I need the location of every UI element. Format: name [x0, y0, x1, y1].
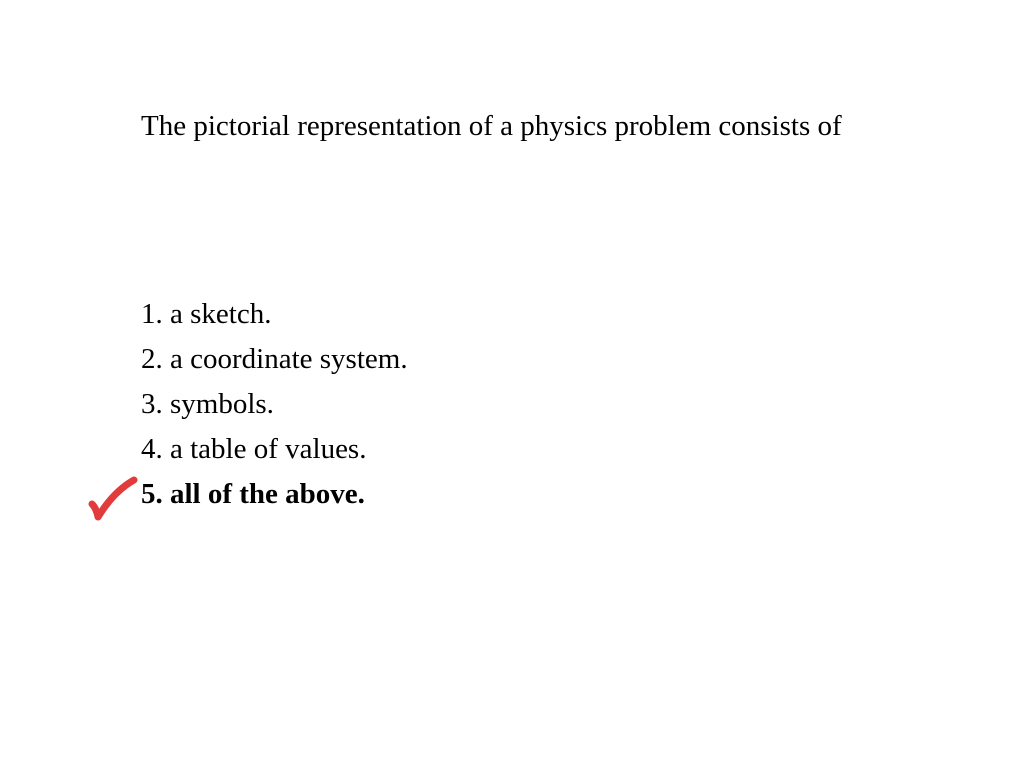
answer-options	[141, 292, 408, 517]
checkmark-stroke	[92, 480, 134, 517]
option-4: 4. a table of values.	[141, 433, 367, 465]
option-2: 2. a coordinate system.	[141, 343, 408, 375]
option-1: 1. a sketch.	[141, 298, 272, 330]
option-3: 3. symbols.	[141, 388, 274, 420]
question-text: The pictorial representation of a physics problem consists of	[141, 110, 842, 142]
checkmark-icon	[86, 474, 140, 524]
option-5-correct: 5. all of the above.	[141, 478, 365, 510]
